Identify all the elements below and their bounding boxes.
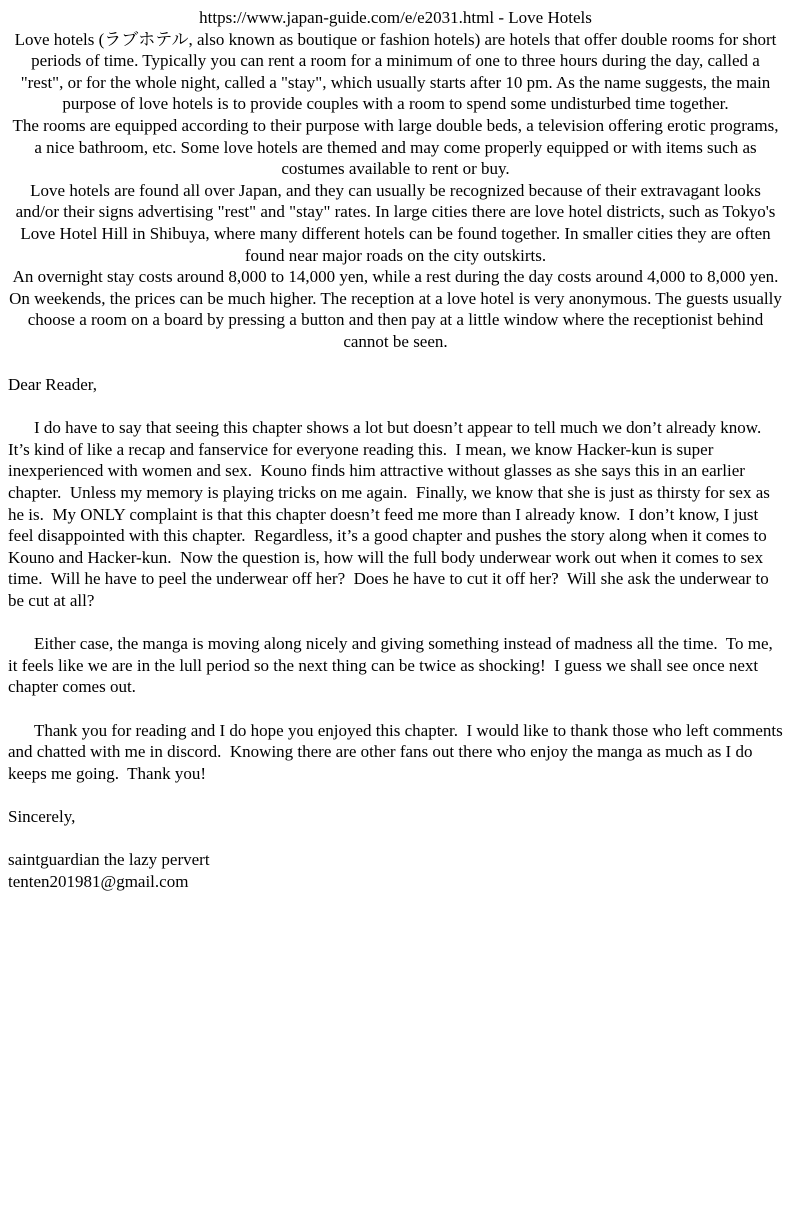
quote-paragraph-3: Love hotels are found all over Japan, and they can usually be recognized because of their extravagant looks and/or their signs advertising "rest" and "stay" rates. In large cities there are love hotel districts, such as Tokyo's Love Hotel Hill in Shibuya, where many different hotels can be found together. In smaller cities they are often found near major roads on the city outskirts. [15, 180, 776, 265]
closing: Sincerely, [8, 806, 76, 826]
letter [8, 374, 788, 892]
page-title: https://www.japan-guide.com/e/e2031.html - Love Hotels [199, 8, 592, 27]
quote-paragraph-2: The rooms are equipped according to their purpose with large double beds, a television offering erotic programs, a nice bathroom, etc. Some love hotels are themed and may come properly equipped or with items such as costumes available to rent or buy. [12, 115, 779, 179]
salutation: Dear Reader, [8, 375, 97, 395]
quote-block [8, 7, 783, 353]
letter-paragraph-2: Either case, the manga is moving along nicely and giving something instead of madness all the time. To me, it feels like we are in the lull period so the next thing can be twice as shocking! I guess we shall see once next chapter comes out. [8, 634, 778, 697]
letter-paragraph-1: I do have to say that seeing this chapter shows a lot but doesn’t appear to tell much we don’t already know. It’s kind of like a recap and fanservice for everyone reading this. I mean, we know Hacker-kun is super inexperienced with women and sex. Kouno finds him attractive without glasses as she says this in an earlier chapter. Unless my memory is playing tricks on me again. Finally, we know that she is just as thirsty for sex as he is. My ONLY complaint is that this chapter doesn’t feed me more than I already know. I don’t know, I just feel disappointed with this chapter. Regardless, it’s a good chapter and pushes the story along when it comes to Kouno and Hacker-kun. Now the question is, how will the full body underwear work out when it comes to sex time. Will he have to peel the underwear off her? Does he have to cut it off her? Will she ask the underwear to be cut at all? [8, 418, 775, 611]
signature-name: saintguardian the lazy pervert [8, 850, 210, 870]
quote-paragraph-1: Love hotels (ラブホテル, also known as boutique or fashion hotels) are hotels that offer double rooms for short periods of time. Typically you can rent a room for a minimum of one to three hours during the day, called a "rest", or for the whole night, called a "stay", which usually starts after 10 pm. As the name suggests, the main purpose of love hotels is to provide couples with a room to spend some undisturbed time together. [14, 29, 777, 114]
signature-block [8, 849, 783, 892]
signature-email: tenten201981@gmail.com [8, 871, 189, 891]
letter-paragraph-3: Thank you for reading and I do hope you enjoyed this chapter. I would like to thank those who left comments and chatted with me in discord. Knowing there are other fans out there who enjoy the manga as much as I do keeps me going. Thank you! [8, 720, 788, 783]
quote-paragraph-4: An overnight stay costs around 8,000 to 14,000 yen, while a rest during the day costs around 4,000 to 8,000 yen. On weekends, the prices can be much higher. The reception at a love hotel is very anonymous. The guests usually choose a room on a board by pressing a button and then pay at a little window where the receptionist behind cannot be seen. [9, 267, 782, 351]
